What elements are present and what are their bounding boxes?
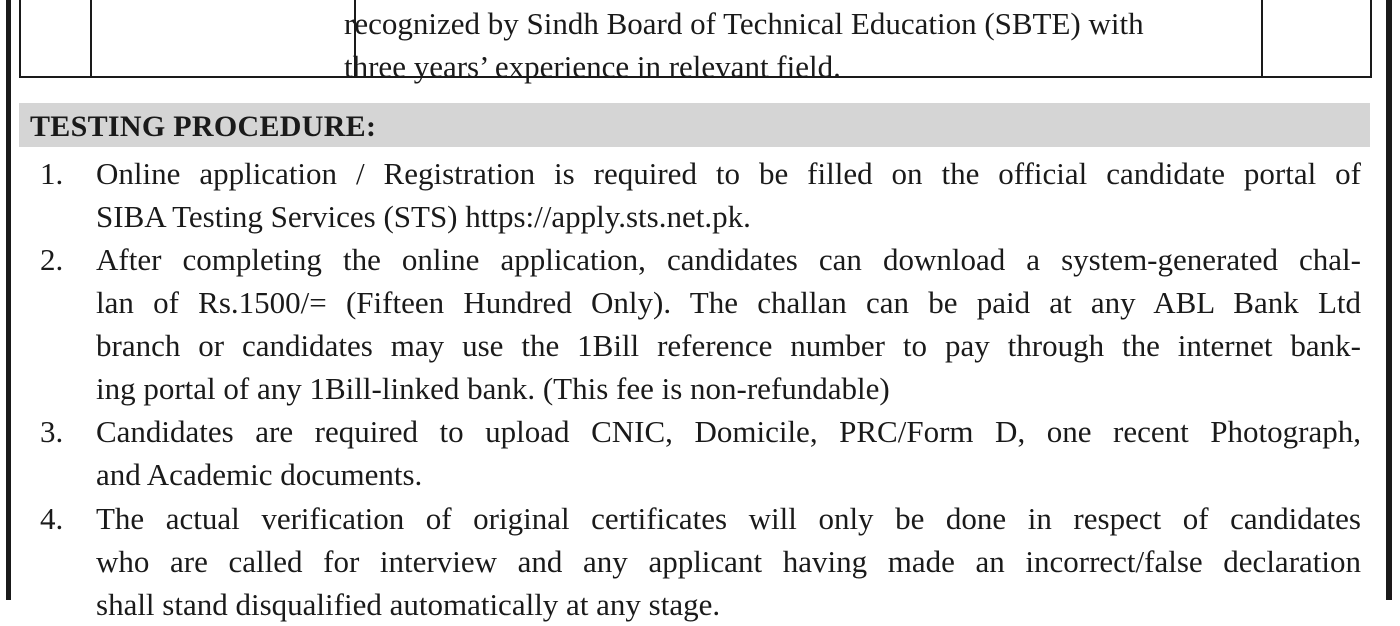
item-line: After completing the online application, candidates can download a system-generated chal- — [96, 242, 1361, 277]
item-line: The actual verification of original certificates will only be done in respect of candidates — [96, 501, 1361, 536]
section-title: TESTING PROCEDURE: — [30, 110, 377, 143]
item-number: 3. — [40, 414, 64, 449]
qualification-cell-line: three years’ experience in relevant field. — [344, 49, 841, 84]
item-line: Candidates are required to upload CNIC, Domicile, PRC/Form D, one recent Photograph, — [96, 414, 1361, 449]
item-line: lan of Rs.1500/= (Fifteen Hundred Only). The challan can be paid at any ABL Bank Ltd — [96, 285, 1361, 320]
qualification-cell-line: recognized by Sindh Board of Technical Education (SBTE) with — [344, 6, 1144, 41]
qualification-cell — [344, 2, 1144, 88]
page-border-right — [1386, 0, 1392, 600]
item-line: who are called for interview and any applicant having made an incorrect/false declaration — [96, 544, 1361, 579]
item-line: Online application / Registration is required to be filled on the official candidate portal of — [96, 156, 1361, 191]
item-line: ing portal of any 1Bill-linked bank. (This fee is non-refundable) — [96, 371, 890, 406]
item-line: shall stand disqualified automatically at any stage. — [96, 587, 721, 622]
item-number: 2. — [40, 242, 64, 277]
item-line: and Academic documents. — [96, 457, 423, 492]
page-border-left — [6, 0, 11, 600]
item-number: 4. — [40, 501, 64, 536]
item-line: SIBA Testing Services (STS) https://apply.sts.net.pk. — [96, 199, 751, 234]
table-column-divider — [90, 0, 92, 76]
item-number: 1. — [40, 156, 64, 191]
item-line: branch or candidates may use the 1Bill reference number to pay through the internet bank- — [96, 328, 1361, 363]
table-column-divider — [1261, 0, 1263, 76]
